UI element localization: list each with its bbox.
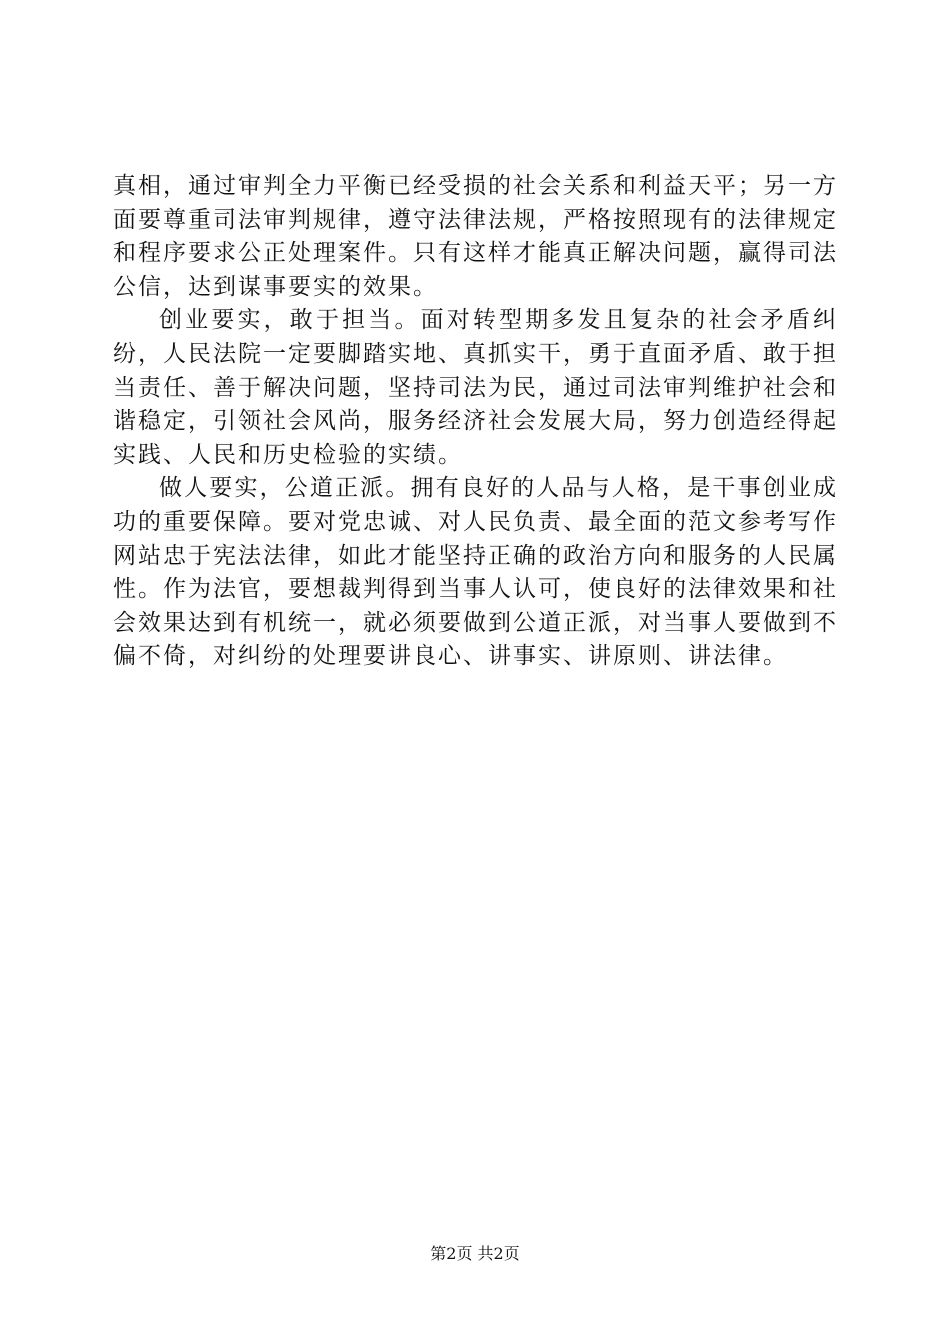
body-text [113, 170, 838, 674]
paragraph-continuation: 真相，通过审判全力平衡已经受损的社会关系和利益天平；另一方面要尊重司法审判规律，遵守法律法规，严格按照现有的法律规定和程序要求公正处理案件。只有这样才能真正解决问题，赢得司法公信，达到谋事要实的效果。 [113, 173, 838, 300]
paragraph-integrity: 做人要实，公道正派。拥有良好的人品与人格，是干事创业成功的重要保障。要对党忠诚、对人民负责、最全面的范文参考写作网站忠于宪法法律，如此才能坚持正确的政治方向和服务的人民属性。作为法官，要想裁判得到当事人认可，使良好的法律效果和社会效果达到有机统一，就必须要做到公道正派，对当事人要做到不偏不倚，对纠纷的处理要讲良心、讲事实、讲原则、讲法律。 [113, 475, 838, 670]
paragraph-entrepreneurship: 创业要实，敢于担当。面对转型期多发且复杂的社会矛盾纠纷，人民法院一定要脚踏实地、真抓实干，勇于直面矛盾、敢于担当责任、善于解决问题，坚持司法为民，通过司法审判维护社会和谐稳定，引领社会风尚，服务经济社会发展大局，努力创造经得起实践、人民和历史检验的实绩。 [113, 307, 838, 468]
page-footer: 第2页 共2页 [430, 1244, 520, 1263]
